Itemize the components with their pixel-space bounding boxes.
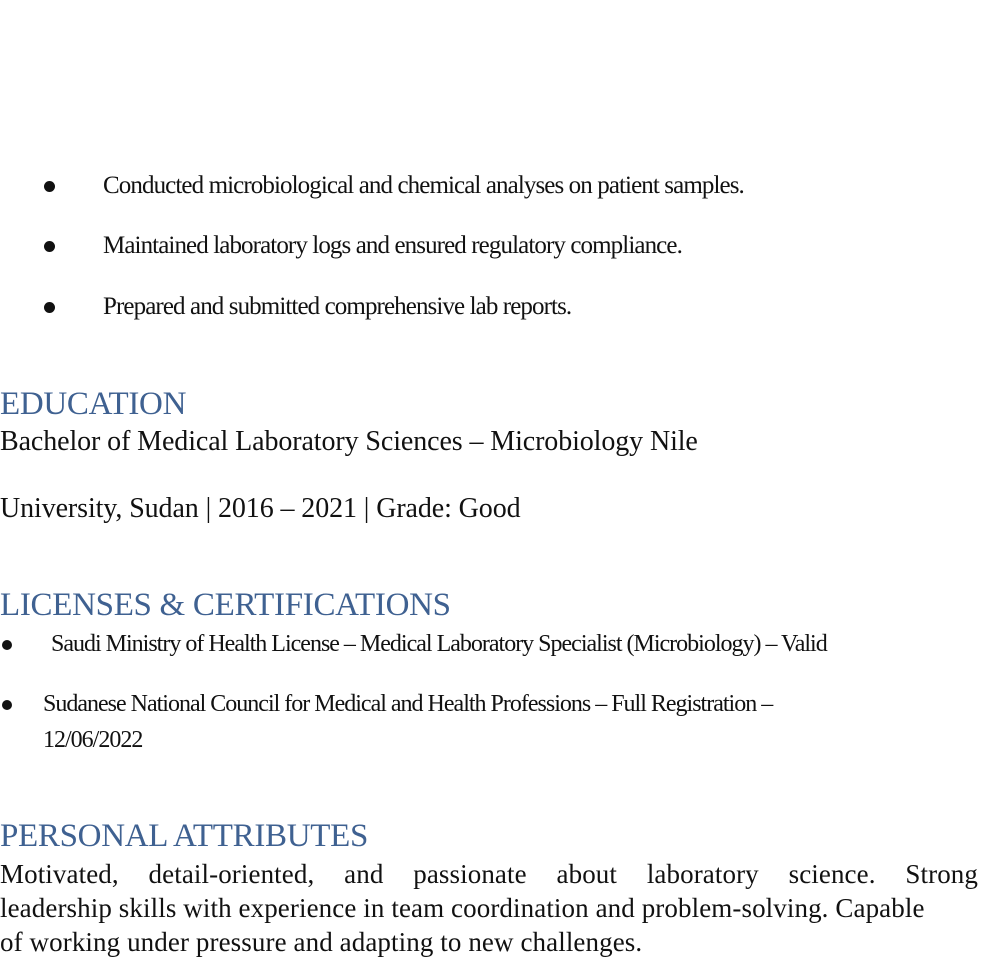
bullet-icon bbox=[2, 640, 12, 650]
section-heading-education: EDUCATION bbox=[0, 386, 187, 422]
attributes-line: leadership skills with experience in team coordination and problem-solving. Capable bbox=[0, 893, 925, 923]
bullet-icon bbox=[2, 700, 12, 710]
attributes-line: of working under pressure and adapting to new challenges. bbox=[0, 927, 643, 957]
education-degree: Bachelor of Medical Laboratory Sciences – Microbiology Nile bbox=[0, 426, 698, 457]
license-item-continuation: 12/06/2022 bbox=[43, 727, 143, 753]
section-heading-licenses: LICENSES & CERTIFICATIONS bbox=[0, 587, 451, 623]
bullet-icon bbox=[44, 302, 55, 313]
section-heading-attributes: PERSONAL ATTRIBUTES bbox=[0, 818, 369, 854]
bullet-icon bbox=[44, 241, 55, 252]
license-item: Saudi Ministry of Health License – Medical Laboratory Specialist (Microbiology) – Valid bbox=[51, 631, 827, 657]
attributes-paragraph bbox=[0, 857, 978, 959]
attributes-line: Motivated, detail-oriented, and passionate about laboratory science. Strong bbox=[0, 859, 978, 889]
education-details: University, Sudan | 2016 – 2021 | Grade: Good bbox=[0, 493, 521, 524]
experience-item: Prepared and submitted comprehensive lab reports. bbox=[103, 293, 572, 320]
license-item: Sudanese National Council for Medical and Health Professions – Full Registration – bbox=[43, 691, 773, 717]
bullet-icon bbox=[44, 181, 55, 192]
experience-item: Conducted microbiological and chemical analyses on patient samples. bbox=[103, 172, 744, 199]
experience-item: Maintained laboratory logs and ensured regulatory compliance. bbox=[103, 232, 682, 259]
